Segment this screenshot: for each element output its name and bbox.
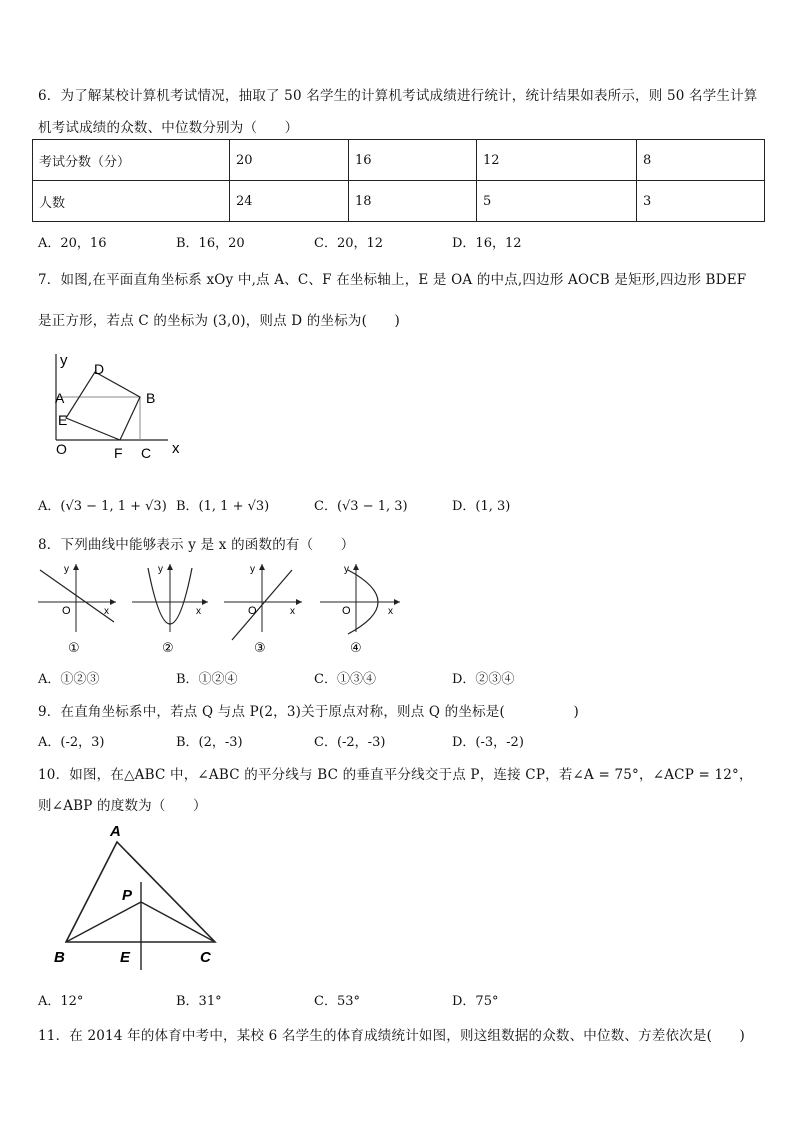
graph-2 xyxy=(132,564,208,655)
table-row xyxy=(33,140,765,181)
q8-option-a: A．①②③ xyxy=(38,672,100,687)
q9-stem: 9．在直角坐标系中，若点 Q 与点 P(2，3)关于原点对称，则点 Q 的坐标是( ) xyxy=(38,704,579,720)
q10-figure-triangle xyxy=(50,820,230,970)
graph-3 xyxy=(224,564,302,655)
q6-option-b: B．16，20 xyxy=(176,236,245,251)
label-c: C xyxy=(141,445,152,461)
label-d: D xyxy=(94,361,105,377)
label-a: A xyxy=(110,823,121,840)
svg-text:y: y xyxy=(250,564,255,575)
q8-option-c: C．①③④ xyxy=(314,672,376,687)
q7-option-b: B．(1, 1 + √3) xyxy=(176,499,270,514)
graph-label-2: ② xyxy=(162,640,174,655)
q6-option-c: C．20，12 xyxy=(314,236,384,251)
label-e: E xyxy=(120,949,131,966)
svg-text:x: x xyxy=(290,606,295,617)
table-cell: 20 xyxy=(230,140,349,181)
label-p: P xyxy=(122,887,133,904)
svg-text:O: O xyxy=(342,605,351,617)
svg-text:x: x xyxy=(196,606,201,617)
table-cell: 18 xyxy=(349,181,477,222)
q9-option-c: C．(-2，-3) xyxy=(314,735,386,750)
label-x: x xyxy=(172,440,180,457)
q7-option-d: D．(1, 3) xyxy=(452,499,511,514)
q7-figure-coordinate xyxy=(40,348,190,466)
q11-stem: 11．在 2014 年的体育中考中，某校 6 名学生的体育成绩统计如图，则这组数据的众数、中位数、方差依次是( ) xyxy=(38,1028,745,1044)
q8-stem: 8．下列曲线中能够表示 y 是 x 的函数的有（ ） xyxy=(38,537,355,553)
q6-stem-line2: 机考试成绩的众数、中位数分别为（ ） xyxy=(38,120,299,136)
svg-text:O: O xyxy=(62,605,71,617)
q7-option-c: C．(√3 − 1, 3) xyxy=(314,499,408,514)
graph-4 xyxy=(320,564,400,655)
q6-option-a: A．20，16 xyxy=(38,236,107,251)
q7-stem-line2: 是正方形，若点 C 的坐标为 (3,0)，则点 D 的坐标为( ) xyxy=(38,313,400,329)
q10-option-c: C．53° xyxy=(314,994,360,1009)
q6-score-table xyxy=(32,139,765,222)
square-bdef xyxy=(66,372,140,440)
segment-pc xyxy=(141,902,215,942)
svg-text:y: y xyxy=(344,564,349,575)
table-row xyxy=(33,181,765,222)
table-cell: 8 xyxy=(637,140,765,181)
table-cell: 3 xyxy=(637,181,765,222)
q10-option-a: A．12° xyxy=(38,994,84,1009)
label-c: C xyxy=(200,949,211,966)
table-cell: 12 xyxy=(477,140,637,181)
label-o: O xyxy=(56,441,67,457)
q10-option-d: D．75° xyxy=(452,994,499,1009)
svg-text:y: y xyxy=(158,564,163,575)
q6-option-d: D．16，12 xyxy=(452,236,522,251)
q10-option-b: B．31° xyxy=(176,994,222,1009)
graph-label-3: ③ xyxy=(254,640,266,655)
q10-stem-line1: 10．如图，在△ABC 中，∠ABC 的平分线与 BC 的垂直平分线交于点 P，连接 CP，若∠A = 75°，∠ACP = 12°， xyxy=(38,767,753,783)
q6-stem-line1: 6．为了解某校计算机考试情况，抽取了 50 名学生的计算机考试成绩进行统计，统计结果如表所示，则 50 名学生计算 xyxy=(38,88,758,104)
svg-text:x: x xyxy=(388,606,393,617)
q10-stem-line2: 则∠ABP 的度数为（ ） xyxy=(38,798,207,814)
label-y: y xyxy=(60,352,68,369)
graph-label-4: ④ xyxy=(350,640,362,655)
svg-text:x: x xyxy=(104,606,109,617)
graph-1 xyxy=(38,564,116,655)
graph-label-1: ① xyxy=(68,640,80,655)
table-cell: 考试分数（分） xyxy=(33,140,230,181)
label-e: E xyxy=(58,412,68,428)
table-cell: 16 xyxy=(349,140,477,181)
q8-option-b: B．①②④ xyxy=(176,672,238,687)
table-cell: 5 xyxy=(477,181,637,222)
label-a: A xyxy=(55,390,65,406)
label-b: B xyxy=(54,949,65,966)
label-b: B xyxy=(146,390,156,406)
segment-bp xyxy=(66,902,141,942)
q9-option-d: D．(-3，-2) xyxy=(452,735,524,750)
label-f: F xyxy=(114,445,123,461)
svg-text:y: y xyxy=(64,564,69,575)
q7-stem-line1: 7．如图,在平面直角坐标系 xOy 中,点 A、C、F 在坐标轴上，E 是 OA 的中点,四边形 AOCB 是矩形,四边形 BDEF xyxy=(38,272,747,288)
q8-option-d: D．②③④ xyxy=(452,672,515,687)
table-cell: 人数 xyxy=(33,181,230,222)
q8-graphs xyxy=(36,560,416,660)
svg-text:O: O xyxy=(248,605,257,617)
table-cell: 24 xyxy=(230,181,349,222)
q7-option-a: A．(√3 − 1, 1 + √3) xyxy=(38,499,167,514)
q9-option-b: B．(2，-3) xyxy=(176,735,243,750)
q9-option-a: A．(-2，3) xyxy=(38,735,105,750)
